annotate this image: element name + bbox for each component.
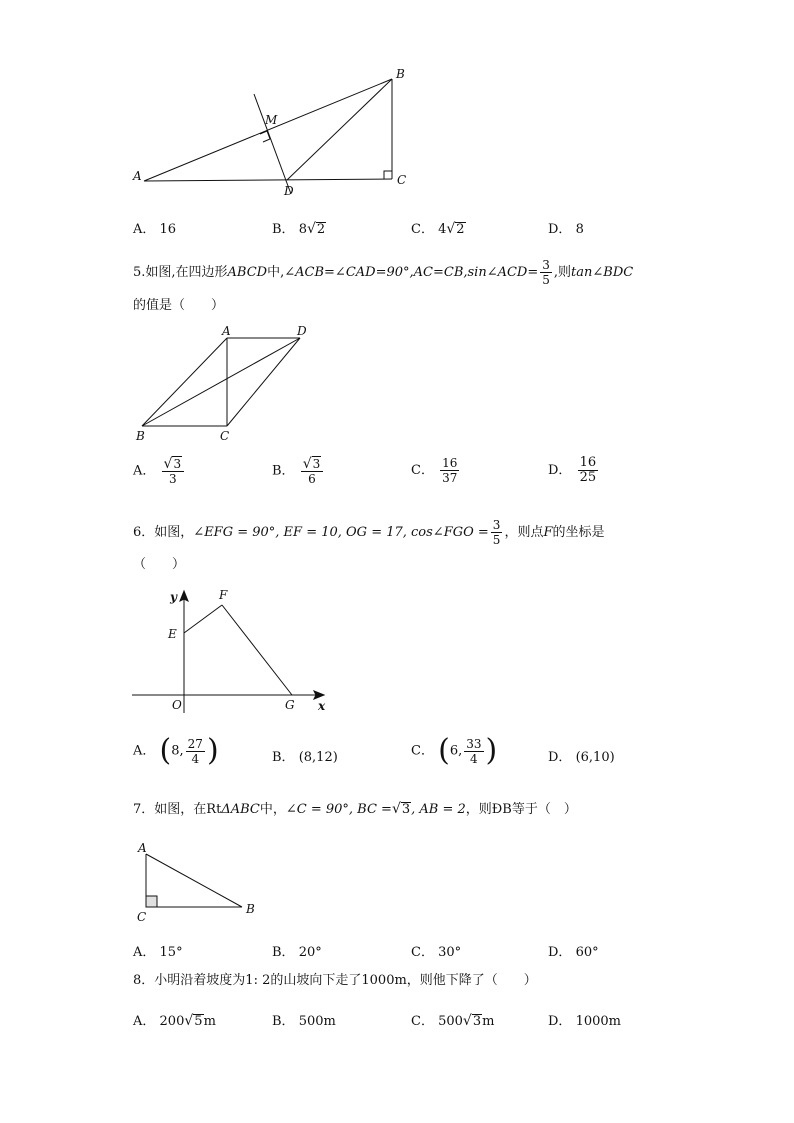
radicand: 3	[173, 457, 182, 471]
option-value: 30°	[438, 945, 462, 960]
stem-text: ，则他下降了（ ）	[406, 973, 537, 988]
denominator: 3	[168, 472, 177, 486]
option-letter: B．	[272, 222, 295, 237]
option-value: (6,10)	[575, 750, 615, 765]
stem-math: 1: 2	[245, 973, 271, 988]
segment-BA	[142, 338, 227, 426]
option-letter: B．	[272, 463, 295, 479]
radicand: 2	[456, 222, 465, 237]
option-letter: C．	[411, 222, 434, 237]
stem-math: ABCD	[227, 265, 268, 280]
segment-AB	[144, 79, 392, 181]
unit: m	[203, 1014, 216, 1029]
stem-math: ÐB	[491, 802, 512, 817]
sqrt-sign: √	[391, 801, 401, 817]
stem-math: Rt	[206, 802, 222, 817]
stem-text: 的山坡向下走了	[270, 973, 362, 988]
q6-stem	[133, 518, 605, 547]
numerator	[301, 456, 324, 472]
stem-math: ∠ACB=∠CAD=90°,AC=CB,sin∠ACD=	[284, 265, 539, 280]
stem-math: F	[543, 525, 553, 540]
q7-option-b[interactable]	[272, 941, 322, 960]
segment-BD	[287, 79, 392, 180]
q8-stem	[133, 972, 537, 990]
numerator: 3	[492, 518, 501, 532]
sqrt-sign: √	[306, 221, 316, 237]
stem-text: 等于（ ）	[511, 802, 577, 817]
q8-option-a[interactable]	[133, 1010, 216, 1029]
left-paren: (	[159, 733, 172, 768]
numerator: 33	[466, 736, 482, 751]
segment-AC	[144, 179, 392, 181]
stem-text: ，则点	[504, 525, 544, 540]
option-value: 1000m	[575, 1014, 621, 1029]
label-A: A	[138, 841, 147, 855]
segment-EF	[184, 605, 222, 633]
numerator: 27	[187, 736, 203, 751]
fraction	[186, 737, 205, 766]
segment-BD	[142, 338, 300, 426]
coefficient: 200	[159, 1014, 185, 1029]
option-letter: C．	[411, 743, 434, 759]
radicand: 3	[472, 1014, 482, 1029]
option-letter: D．	[548, 945, 572, 960]
option-letter: C．	[411, 463, 434, 478]
option-letter: B．	[272, 1014, 295, 1029]
stem-text: 小明沿着坡度为	[154, 973, 246, 988]
stem-text: 中,	[267, 265, 285, 280]
q6-coordinate-figure	[130, 585, 340, 717]
coordinate-x: 6,	[449, 743, 463, 759]
option-letter: D．	[548, 1014, 572, 1029]
option-value: (8,12)	[298, 750, 338, 765]
numerator: 3	[542, 258, 550, 272]
question-number: 8．	[133, 973, 155, 988]
fraction	[301, 456, 324, 486]
stem-text: ，则	[465, 802, 492, 817]
denominator: 4	[191, 751, 200, 766]
q7-option-c[interactable]	[411, 941, 461, 960]
q5-option-a[interactable]	[133, 456, 186, 486]
option-value: 60°	[575, 945, 599, 960]
label-C: C	[220, 429, 230, 443]
option-value: 4	[438, 222, 447, 237]
label-D: D	[284, 184, 294, 198]
denominator: 37	[442, 471, 458, 485]
label-A: A	[222, 324, 231, 338]
option-value: 8	[575, 222, 584, 237]
label-G: G	[285, 698, 295, 712]
option-letter: A．	[133, 463, 156, 479]
q6-option-a[interactable]	[133, 733, 219, 768]
segment-AB	[146, 854, 242, 907]
x-axis-arrow-icon	[314, 691, 324, 699]
stem-text: 中，	[259, 802, 286, 817]
axis-label-y: y	[170, 590, 177, 604]
right-paren: )	[206, 733, 219, 768]
label-D: D	[297, 324, 307, 338]
label-E: E	[168, 627, 177, 641]
question-number: 5.	[133, 265, 146, 280]
label-B: B	[136, 429, 145, 443]
q5-option-d[interactable]	[548, 456, 600, 485]
denominator: 6	[308, 472, 316, 486]
stem-text: 如图，	[154, 525, 194, 540]
q4-triangle-figure	[130, 62, 420, 202]
coordinate-x: 8,	[171, 743, 184, 759]
radicand: 3	[312, 457, 321, 471]
fraction	[491, 518, 503, 547]
stem-text: 如图,在四边形	[145, 265, 228, 280]
unit: m	[482, 1014, 495, 1029]
q4-option-c[interactable]	[411, 218, 466, 237]
radicand: 3	[401, 802, 411, 817]
right-paren: )	[485, 733, 498, 768]
q5-stem-line2: 的值是（ ）	[133, 298, 225, 313]
q4-option-b[interactable]	[272, 218, 326, 237]
left-paren: (	[438, 733, 450, 768]
stem-text: 的坐标是	[552, 525, 605, 540]
option-letter: B．	[272, 945, 295, 960]
sqrt-sign: √	[163, 456, 173, 472]
fraction	[440, 456, 459, 485]
sqrt-sign: √	[446, 221, 456, 237]
y-axis-arrow-icon	[180, 591, 188, 601]
option-value: 20°	[298, 945, 322, 960]
stem-text: ,则	[553, 265, 572, 280]
q8-option-c[interactable]	[411, 1010, 494, 1029]
fraction	[162, 456, 185, 486]
stem-math: ∠EFG = 90°, EF = 10, OG = 17, cos∠FGO =	[193, 525, 489, 540]
option-value: 16	[159, 222, 177, 237]
sqrt-sign: √	[462, 1013, 472, 1029]
fraction	[540, 258, 552, 287]
q6-option-d[interactable]	[548, 746, 615, 765]
question-number: 7．	[133, 802, 155, 817]
q4-option-d[interactable]	[548, 218, 584, 237]
stem-math: ∠C = 90°, BC =	[285, 802, 392, 817]
option-letter: B．	[272, 750, 295, 765]
label-F: F	[219, 588, 228, 602]
q5-option-c[interactable]	[411, 456, 461, 485]
label-O: O	[172, 698, 182, 712]
radicand: 5	[194, 1014, 203, 1029]
stem-math: , AB = 2	[411, 802, 466, 817]
option-letter: A．	[133, 945, 156, 960]
stem-math: ΔABC	[221, 802, 260, 817]
axis-label-x: x	[318, 699, 326, 713]
numerator: 16	[442, 456, 458, 470]
q7-option-a[interactable]	[133, 941, 183, 960]
q8-option-b[interactable]	[272, 1010, 336, 1029]
q7-stem	[133, 800, 577, 819]
option-letter: A．	[133, 743, 156, 759]
stem-math: tan∠BDC	[571, 265, 634, 280]
q5-stem	[133, 258, 633, 287]
denominator: 5	[492, 533, 501, 547]
option-letter: D．	[548, 463, 572, 478]
option-letter: A．	[133, 222, 156, 237]
q8-option-d[interactable]	[548, 1010, 621, 1029]
label-B: B	[246, 902, 255, 916]
stem-math: 1000m	[361, 973, 407, 988]
q4-option-a[interactable]	[133, 218, 176, 237]
coefficient: 500	[438, 1014, 463, 1029]
option-letter: D．	[548, 750, 572, 765]
q7-option-d[interactable]	[548, 941, 599, 960]
segment-FG	[222, 605, 292, 695]
option-letter: A．	[133, 1014, 156, 1029]
label-M: M	[265, 113, 278, 127]
stem-text: 如图，在	[154, 802, 207, 817]
q6-stem-line2: （ ）	[133, 557, 186, 572]
numerator: 16	[579, 455, 597, 470]
right-angle-mark-C	[384, 171, 392, 179]
radicand: 2	[316, 222, 326, 237]
sqrt-sign: √	[184, 1013, 194, 1029]
option-letter: D．	[548, 222, 572, 237]
option-value: 8	[298, 222, 307, 237]
q6-option-b[interactable]	[272, 746, 338, 765]
q7-right-triangle-figure	[130, 838, 270, 928]
sqrt-sign: √	[302, 456, 312, 472]
label-C: C	[397, 173, 407, 187]
denominator: 25	[579, 470, 597, 485]
denominator: 5	[542, 273, 550, 287]
option-value: 15°	[159, 945, 183, 960]
perpendicular-bisector-line	[254, 94, 291, 194]
option-letter: C．	[411, 1014, 434, 1029]
denominator: 4	[470, 751, 478, 766]
option-value: 500m	[298, 1014, 336, 1029]
segment-DC	[227, 338, 300, 426]
q5-option-b[interactable]	[272, 456, 325, 486]
fraction	[578, 456, 599, 485]
label-B: B	[396, 67, 405, 81]
q6-option-c[interactable]	[411, 733, 498, 768]
right-angle-mark-C	[146, 896, 157, 907]
question-number: 6．	[133, 525, 155, 540]
option-letter: C．	[411, 945, 434, 960]
label-A: A	[133, 169, 142, 183]
label-C: C	[137, 910, 147, 924]
numerator	[162, 456, 185, 472]
fraction	[464, 737, 483, 766]
q5-quadrilateral-figure	[130, 322, 330, 447]
